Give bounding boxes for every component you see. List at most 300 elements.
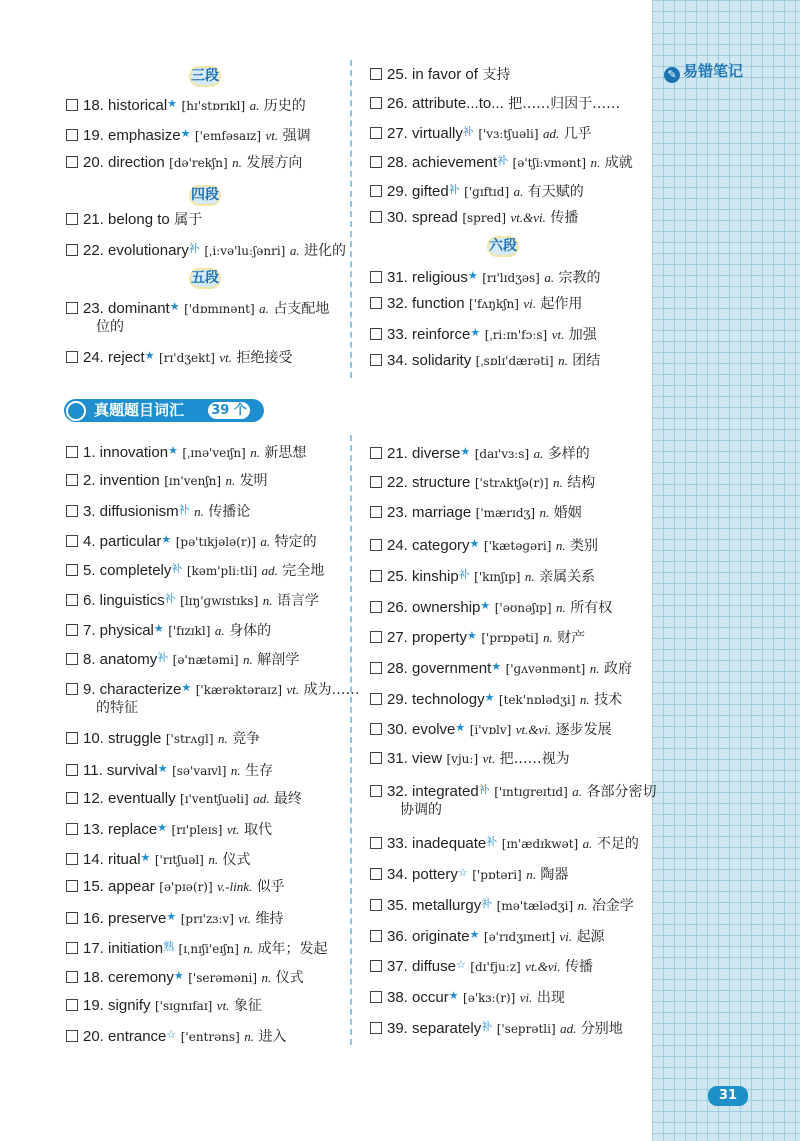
meaning: 多样的 [547,446,590,462]
vocab-entry [370,749,570,769]
vocab-entry [370,503,582,523]
meaning: 特定的 [274,533,317,550]
part-of-speech: vt.&vi. [510,210,546,225]
frequency-mark: 补 [462,125,474,138]
frequency-mark: ★ [484,690,495,704]
frequency-mark: ★ [455,721,466,735]
frequency-mark: 补 [478,782,490,796]
vocab-word: 29. gifted [387,183,449,200]
meaning: 技术 [594,691,623,708]
meaning: 发明 [239,472,268,489]
vocab-word: 22. evolutionary [83,242,189,259]
part-of-speech: ad. [542,126,560,141]
part-of-speech: vi. [523,296,536,311]
vocab-entry [66,500,250,522]
part-of-speech: a. [260,533,271,549]
part-of-speech: ad. [253,790,270,806]
meaning: 占支配地 [273,301,330,317]
vocab-entry [66,818,272,840]
part-of-speech: a. [214,622,225,638]
phonetic: [ˌsɒlɪ'dærəti] [475,354,554,368]
meaning: 取代 [243,822,272,839]
meaning: 拒绝接受 [236,350,293,366]
checkbox[interactable] [370,476,382,488]
vocab-word: 26. attribute...to... [387,95,504,112]
frequency-mark: ★ [153,621,164,635]
frequency-mark: ★ [480,598,491,612]
vocab-entry [370,442,590,464]
vocab-word: 25. kinship [387,567,459,585]
vocab-word: 24. category [387,537,470,555]
checkbox[interactable] [66,942,78,954]
checkbox[interactable] [66,99,78,111]
part-of-speech: a. [582,836,593,852]
vocab-word: 31. religious [387,269,468,286]
checkbox[interactable] [370,930,382,942]
vocab-entry [370,565,595,587]
vocab-entry [370,832,639,854]
phonetic: ['əʊnəʃɪp] [494,600,552,615]
side-title-text: 易错笔记 [683,62,744,80]
vocab-word: 8. anatomy [83,651,158,669]
meaning: 出现 [536,989,565,1006]
vocab-word: 16. preserve [83,910,167,927]
segment-badge: 五段 [189,268,221,289]
vocab-word: 32. function [387,295,465,312]
vocab-entry [66,153,302,173]
vocab-entry [66,559,324,581]
phonetic: [hɪ'stɒrɪkl] [181,99,246,113]
part-of-speech: n. [556,599,566,615]
frequency-mark: 补 [164,592,176,605]
checkbox[interactable] [66,880,78,892]
meaning: 强调 [282,128,311,144]
checkbox[interactable] [370,297,382,309]
meaning: 陶器 [540,867,569,884]
column-divider-top [350,60,352,378]
checkbox[interactable] [66,624,78,636]
meaning: 象征 [233,997,262,1014]
segment-badge: 四段 [189,185,221,206]
frequency-mark: 补 [481,1019,493,1033]
vocab-entry [370,180,584,202]
meaning: 冶金学 [591,897,634,914]
vocab-entry [370,122,592,144]
meaning: 各部分密切 [586,783,657,800]
meaning: 团结 [572,353,601,369]
segment-badge: 三段 [189,66,221,87]
checkbox[interactable] [370,785,382,797]
frequency-mark: ☆ [455,958,466,972]
meaning: 生存 [245,763,274,779]
part-of-speech: n. [225,472,236,488]
checkbox[interactable] [66,156,78,168]
phonetic: [ˌriːɪn'fɔːs] [484,328,548,342]
vocab-entry [370,534,598,556]
vocab-word: 33. reinforce [387,326,471,343]
vocab-entry [66,877,285,897]
checkbox[interactable] [66,535,78,547]
meaning: 传播 [550,210,579,226]
meaning: 历史的 [263,98,306,114]
part-of-speech: n. [261,970,272,986]
meaning: 分别地 [580,1020,623,1037]
checkbox[interactable] [66,505,78,517]
vocab-word: 20. direction [83,154,165,171]
checkbox[interactable] [370,506,382,518]
vocab-entry [370,986,565,1008]
checkbox[interactable] [66,912,78,924]
vocab-word: 31. view [387,750,443,767]
page-number: 31 [708,1086,748,1106]
meaning: 婚姻 [553,505,582,522]
checkbox[interactable] [66,302,78,314]
frequency-mark: 补 [481,896,493,910]
part-of-speech: vt. [238,911,251,926]
checkbox[interactable] [370,354,382,366]
vocab-entry [370,657,632,679]
checkbox[interactable] [66,823,78,835]
part-of-speech: n. [524,568,535,584]
phonetic: [sə'vaɪvl] [172,764,227,778]
checkbox[interactable] [370,868,382,880]
frequency-mark: 补 [178,503,190,517]
phonetic: [dɪ'fjuːz] [470,960,521,975]
frequency-mark: 补 [458,567,470,581]
banner-count: 39 个 [208,402,250,419]
part-of-speech: n. [230,763,241,778]
vocab-word: 2. invention [83,471,160,489]
checkbox[interactable] [370,271,382,283]
vocab-word: 5. completely [83,562,172,580]
vocab-entry [370,925,605,947]
vocab-entry [370,1017,623,1039]
part-of-speech: a. [533,446,544,461]
frequency-mark: ★ [448,988,459,1002]
phonetic: ['seprətli] [496,1021,556,1036]
vocab-word: 39. separately [387,1019,482,1037]
checkbox[interactable] [370,127,382,139]
part-of-speech: vt. [216,997,230,1013]
vocab-word: 33. inadequate [387,835,487,853]
phonetic: [daɪ'vɜːs] [474,447,530,461]
phonetic: [spred] [462,211,507,225]
part-of-speech: a. [249,98,260,113]
vocab-word: 30. spread [387,209,458,226]
part-of-speech: n. [217,731,228,747]
phonetic: [i'vɒlv] [469,723,512,738]
meaning: 语言学 [276,593,319,609]
checkbox[interactable] [370,185,382,197]
vocab-word: 11. survival [83,762,158,779]
frequency-mark: ★ [144,349,155,362]
frequency-mark: ★ [470,326,481,339]
checkbox[interactable] [66,792,78,804]
phonetic: ['strʌktʃə(r)] [474,475,549,490]
vocab-word: 29. technology [387,690,485,708]
phonetic: [ə'tʃiːvmənt] [512,156,587,170]
checkbox[interactable] [370,97,382,109]
part-of-speech: n. [539,505,550,521]
vocab-word: 18. ceremony [83,969,174,987]
vocab-entry [370,473,595,493]
checkbox[interactable] [370,991,382,1003]
meaning: 类别 [570,538,599,555]
checkbox[interactable] [66,999,78,1011]
checkbox[interactable] [370,447,382,459]
meaning: 传播 [565,959,594,976]
phonetic: ['fɪzɪkl] [168,623,211,638]
phonetic: [rɪ'dʒekt] [159,351,215,365]
vocab-word: 27. property [387,629,468,647]
part-of-speech: ad. [560,1020,577,1036]
vocab-entry [370,596,612,618]
vocab-word: 27. virtually [387,125,463,142]
checkbox[interactable] [370,156,382,168]
vocab-entry [66,678,360,716]
meaning: 完全地 [282,563,325,580]
meaning: 传播论 [208,504,251,521]
vocab-word: 10. struggle [83,730,162,748]
phonetic: ['rɪtʃuəl] [154,852,204,867]
meaning: 进化的 [304,243,347,259]
phonetic: [ɪn'ædɪkwət] [501,837,579,852]
frequency-mark: 补 [448,183,460,196]
column-divider-bottom [350,435,352,1045]
frequency-mark: ★ [168,444,178,457]
meaning: 身体的 [229,622,272,639]
vocab-entry [66,648,299,670]
vocab-entry [66,530,317,552]
frequency-mark: ★ [167,97,178,110]
part-of-speech: n. [579,691,590,707]
vocab-entry [370,351,600,371]
frequency-mark: ★ [157,762,168,775]
checkbox[interactable] [370,723,382,735]
meaning: 仪式 [275,970,304,987]
vocab-entry [370,151,633,173]
checkbox[interactable] [66,244,78,256]
phonetic: ['ɡʌvənmənt] [505,661,586,676]
meaning: 不足的 [596,836,639,853]
vocab-word: 13. replace [83,821,158,839]
frequency-mark: 补 [497,154,509,167]
vocab-entry [370,294,582,314]
frequency-mark: ★ [460,445,471,458]
vocab-word: 35. metallurgy [387,896,482,914]
frequency-mark: 补 [157,651,169,665]
checkbox[interactable] [66,653,78,665]
checkbox[interactable] [66,213,78,225]
banner-title: 真题题目词汇 [94,401,185,419]
meaning: 几乎 [563,126,592,142]
phonetic: ['mærɪdʒ] [475,506,536,521]
frequency-mark: ★ [157,821,168,835]
vocab-entry [66,619,271,641]
vocab-entry [66,1025,286,1047]
checkbox[interactable] [370,899,382,911]
pen-icon: ✎ [664,67,680,83]
vocab-entry [370,863,568,885]
vocab-word: 21. belong to [83,211,170,228]
phonetic: [mə'tælədʒi] [496,898,574,913]
vocab-word: 19. emphasize [83,127,181,144]
checkbox[interactable] [66,594,78,606]
vocab-word: 22. structure [387,473,471,491]
vocab-entry [370,688,622,710]
frequency-mark: 补 [486,835,498,849]
meaning: 所有权 [570,599,613,616]
vocab-word: 12. eventually [83,789,176,807]
phonetic: ['ɪntɪɡreɪtɪd] [494,784,568,799]
vocab-entry [370,780,657,818]
checkbox[interactable] [370,662,382,674]
checkbox[interactable] [370,631,382,643]
part-of-speech: a. [544,270,555,285]
checkbox[interactable] [370,960,382,972]
segment-badge: 六段 [487,236,519,257]
meaning: 属于 [174,212,203,228]
meaning: 似乎 [256,879,285,896]
phonetic: [ə'rɪdʒɪneɪt] [483,929,556,944]
vocab-word: 3. diffusionism [83,503,179,521]
checkbox[interactable] [370,211,382,223]
phonetic: [də'rekʃn] [169,156,228,170]
part-of-speech: n. [526,867,536,883]
checkbox[interactable] [66,853,78,865]
part-of-speech: n. [555,538,566,554]
phonetic: ['ɡɪftɪd] [464,185,510,199]
vocab-entry [66,907,283,929]
meaning: 加强 [568,327,597,343]
meaning: 亲属关系 [539,568,596,585]
meaning: 有天赋的 [527,184,584,200]
meaning: 把……视为 [499,751,570,767]
checkbox[interactable] [66,1030,78,1042]
vocab-word: 28. government [387,659,492,677]
part-of-speech: vi. [559,928,573,944]
checkbox[interactable] [66,564,78,576]
checkbox[interactable] [370,752,382,764]
vocab-word: 23. dominant [83,300,170,317]
vocab-word: 34. pottery [387,866,458,884]
checkbox[interactable] [370,837,382,849]
phonetic: ['prɒpəti] [481,631,539,646]
part-of-speech: vt.&vi. [515,722,552,738]
vocab-entry [66,471,268,491]
part-of-speech: n. [244,1029,254,1045]
checkbox[interactable] [370,539,382,551]
phonetic: [prɪ'zɜːv] [180,912,234,926]
vocab-word: 4. particular [83,532,162,550]
checkbox[interactable] [66,732,78,744]
vocab-word: 17. initiation [83,939,164,957]
frequency-mark: 补 [188,242,200,255]
frequency-mark: ★ [469,927,480,941]
phonetic: ['emfəsaɪz] [194,129,262,143]
frequency-mark: ★ [140,850,151,864]
vocab-word: 36. originate [387,927,470,945]
vocab-word: 34. solidarity [387,352,472,369]
vocab-entry [66,441,306,463]
part-of-speech: n. [558,353,568,368]
checkbox[interactable] [370,1022,382,1034]
vocab-word: 23. marriage [387,504,472,522]
phonetic: ['dɒmɪnənt] [184,302,255,316]
frequency-mark: ★ [491,659,502,673]
checkbox[interactable] [370,68,382,80]
checkbox[interactable] [66,129,78,141]
part-of-speech: n. [232,155,242,170]
meaning: 成为…… [303,681,360,698]
vocab-entry [66,124,311,146]
checkbox[interactable] [370,328,382,340]
checkbox[interactable] [66,683,78,695]
part-of-speech: a. [259,301,269,316]
phonetic: [lɪŋ'ɡwɪstɪks] [180,594,259,608]
checkbox[interactable] [66,764,78,776]
vocab-word: 6. linguistics [83,592,165,609]
vocab-entry [66,996,262,1016]
meaning: 维持 [255,911,284,927]
vocab-entry [370,718,612,740]
part-of-speech: a. [572,783,582,799]
vocab-word: 32. integrated [387,782,479,800]
frequency-mark: ★ [181,680,192,694]
frequency-mark: ★ [180,127,191,140]
vocab-word: 25. in favor of [387,66,478,83]
checkbox[interactable] [66,351,78,363]
phonetic: [ə'nætəmi] [172,653,239,668]
vocab-word: 26. ownership [387,598,481,616]
vocab-word: 38. occur [387,988,449,1006]
meaning: 政府 [603,660,632,677]
checkbox[interactable] [370,570,382,582]
search-icon [66,401,86,421]
part-of-speech: n. [577,897,588,913]
phonetic: ['kærəktəraɪz] [195,682,283,697]
phonetic: [ɪˌnɪʃi'eɪʃn] [178,941,239,956]
meaning: 新思想 [264,445,307,461]
side-title [664,60,743,83]
part-of-speech: vt. [482,751,496,766]
frequency-mark: ★ [469,537,480,551]
part-of-speech: n. [250,445,260,460]
section-banner [64,399,264,422]
checkbox[interactable] [66,474,78,486]
meaning: 成年；发起 [257,940,328,957]
checkbox[interactable] [66,446,78,458]
vocab-word: 19. signify [83,996,151,1014]
frequency-mark: ★ [467,269,478,282]
part-of-speech: a. [513,184,524,199]
phonetic: ['serəməni] [188,971,258,986]
vocab-entry [370,323,597,345]
phonetic: [tek'nɒlədʒi] [498,692,576,707]
part-of-speech: n. [590,155,601,170]
meaning: 支持 [482,67,511,83]
checkbox[interactable] [370,601,382,613]
vocab-word: 1. innovation [83,444,169,461]
checkbox[interactable] [66,971,78,983]
meaning: 把……归因于…… [508,96,621,112]
phonetic: ['vɜːtʃuəli] [478,127,539,141]
meaning: 起源 [576,928,605,945]
phonetic: ['sɪɡnɪfaɪ] [155,998,213,1013]
checkbox[interactable] [370,693,382,705]
vocab-entry [66,966,304,988]
vocab-word: 28. achievement [387,154,498,171]
